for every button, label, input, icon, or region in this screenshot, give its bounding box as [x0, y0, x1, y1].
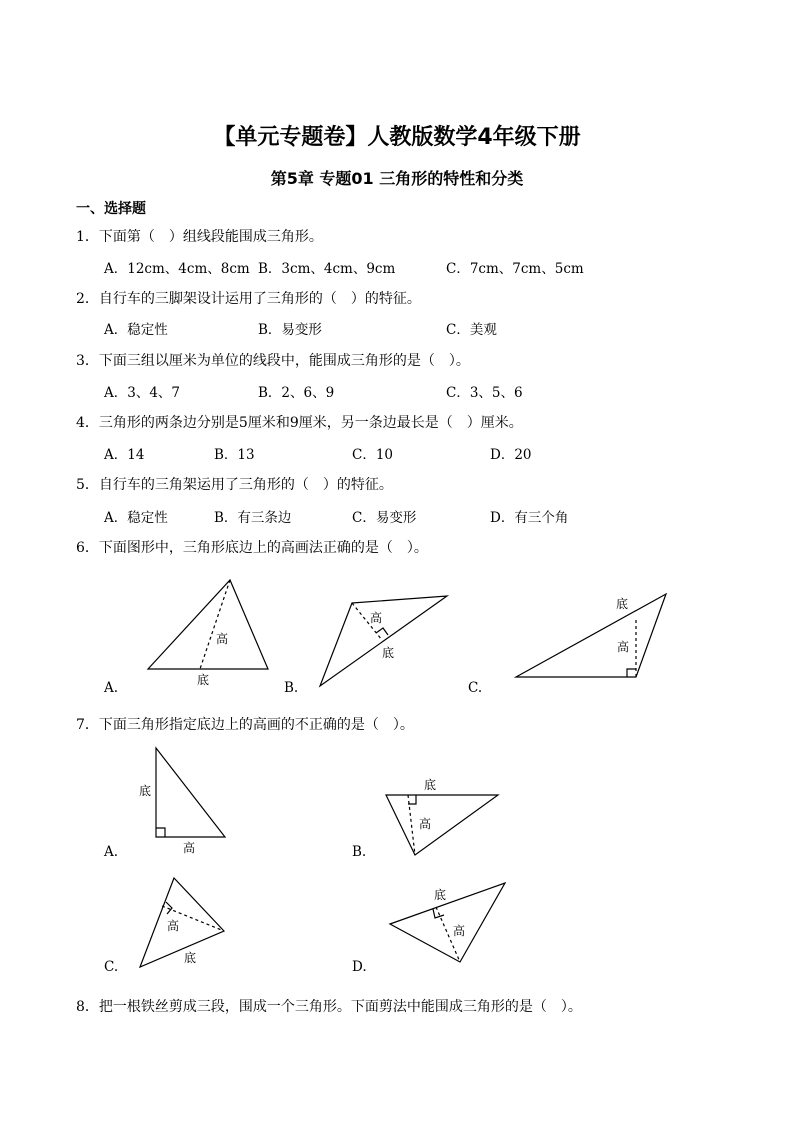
- q7b-base-label: 底: [424, 778, 437, 792]
- q7-option-b: B.: [352, 844, 367, 860]
- q6a-height-label: 高: [216, 632, 229, 646]
- question-6: 6．下面图形中，三角形底边上的高画法正确的是（ ）。: [76, 540, 428, 556]
- q1-option-c: C．7cm、7cm、5cm: [446, 261, 584, 277]
- q6-triangle-b: [320, 596, 447, 686]
- question-8: 8．把一根铁丝剪成三段，围成一个三角形。下面剪法中能围成三角形的是（ ）。: [76, 999, 582, 1015]
- q6-option-b: B.: [284, 680, 299, 696]
- q4-option-a: A．14: [104, 447, 145, 463]
- q7-triangle-d: [390, 883, 505, 962]
- q7d-height-label: 高: [453, 924, 466, 938]
- q7a-base-label: 底: [139, 784, 152, 798]
- q7-option-c: C.: [104, 959, 119, 975]
- q7-option-d: D.: [352, 959, 367, 975]
- question-4: 4．三角形的两条边分别是5厘米和9厘米，另一条边最长是（ ）厘米。: [76, 415, 523, 431]
- q1-option-b: B．3cm、4cm、9cm: [258, 261, 396, 277]
- q2-option-b: B．易变形: [258, 322, 322, 338]
- q4-option-c: C．10: [352, 447, 394, 463]
- q3-option-a: A．3、4、7: [104, 385, 181, 401]
- q7-triangle-b: [386, 795, 498, 855]
- q7a-height-label: 高: [183, 841, 196, 855]
- q6c-base-label: 底: [616, 597, 629, 611]
- q5-option-b: B．有三条边: [214, 510, 292, 526]
- q6a-base-label: 底: [197, 673, 210, 687]
- question-5: 5．自行车的三角架运用了三角形的（ ）的特征。: [76, 477, 393, 493]
- q6-triangle-c: [516, 594, 666, 677]
- q2-option-c: C．美观: [446, 322, 497, 338]
- q5-option-d: D．有三个角: [490, 510, 569, 526]
- q7c-base-label: 底: [184, 951, 197, 965]
- q6c-height-label: 高: [617, 640, 630, 654]
- q1-option-a: A．12cm、4cm、8cm: [104, 261, 250, 277]
- q7d-base-label: 底: [434, 888, 447, 902]
- q4-option-b: B．13: [214, 447, 255, 463]
- q7c-height-label: 高: [167, 919, 180, 933]
- section-heading: 一、选择题: [76, 201, 146, 217]
- question-1: 1．下面第（ ）组线段能围成三角形。: [76, 229, 323, 245]
- question-7: 7．下面三角形指定底边上的高画的不正确的是（ ）。: [76, 717, 414, 733]
- q6-option-c: C.: [468, 680, 483, 696]
- question-3: 3．下面三组以厘米为单位的线段中，能围成三角形的是（ ）。: [76, 353, 470, 369]
- q6-option-a: A.: [104, 680, 119, 696]
- question-2: 2．自行车的三脚架设计运用了三角形的（ ）的特征。: [76, 291, 421, 307]
- q7-option-a: A.: [104, 844, 119, 860]
- q7b-height-label: 高: [419, 817, 432, 831]
- q3-option-c: C．3、5、6: [446, 385, 523, 401]
- q7-triangle-c: [140, 878, 224, 967]
- q6-triangle-a: [148, 580, 268, 669]
- q6b-height-label: 高: [370, 611, 383, 625]
- q3-option-b: B．2、6、9: [258, 385, 335, 401]
- q5-option-c: C．易变形: [352, 510, 417, 526]
- q6b-base-label: 底: [382, 646, 395, 660]
- q4-option-d: D．20: [490, 447, 532, 463]
- q5-option-a: A．稳定性: [104, 510, 168, 526]
- q7-triangle-a: [156, 748, 225, 837]
- page-subtitle: 第5章 专题01 三角形的特性和分类: [270, 169, 524, 188]
- page-title: 【单元专题卷】人教版数学4年级下册: [213, 125, 581, 150]
- q2-option-a: A．稳定性: [104, 322, 168, 338]
